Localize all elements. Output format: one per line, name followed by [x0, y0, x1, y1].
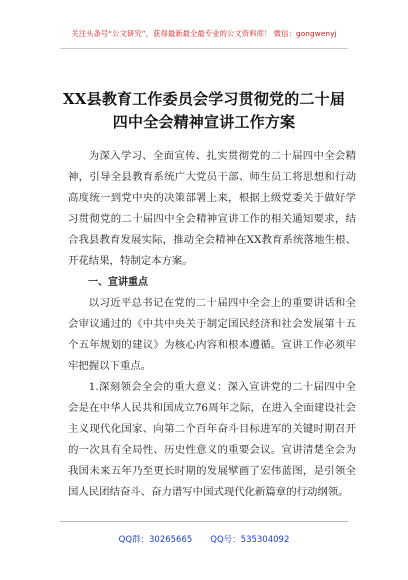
section-heading-1: 一、宣讲重点 [88, 277, 148, 288]
document-title: XX县教育工作委员会学习贯彻党的二十届四中全会精神宣讲工作方案 [62, 90, 346, 131]
footer [0, 533, 408, 545]
intro-paragraph: 为深入学习、全面宣传、扎实贯彻党的二十届四中全会精神，引导全县教育系统广大党员干部、师生员工将思想和行动高度统一到党中央的决策部署上来，根据上级党委关于做好学习贯彻党的二十届四中全会精神宣讲工作的相关通知要求，结合我县教育发展实际，推动全会精神在XX教育系统落地生根、开花结果，特制定本方案。 [68, 150, 356, 267]
qq-number-label: QQ号：535304092 [210, 535, 290, 545]
item-1-paragraph: 1.深刻领会全会的重大意义：深入宣讲党的二十届四中全会是在中华人民共和国成立76周年之际，在进入全面建设社会主义现代化国家、向第二个百年奋斗目标进军的关键时期召开的一次具有全局性、历史性意义的重要会议。宣讲清楚全会为我国未来五年乃至更长时期的发展擘画了宏伟蓝图，是引领全国人民团结奋斗、奋力谱写中国式现代化新篇章的行动纲领。 [68, 381, 356, 498]
header-divider [60, 48, 348, 49]
header-banner: 关注头条号“公文研究”，获得最新最全最专业的公文资料库！ 微信：gongwenyj [71, 29, 337, 38]
section-1-paragraph: 以习近平总书记在党的二十届四中全会上的重要讲话和全会审议通过的《中共中央关于制定国民经济和社会发展第十五个五年规划的建议》为核心内容和根本遵循。宣讲工作必须牢牢把握以下重点。 [68, 297, 356, 372]
document-body [68, 146, 356, 503]
footer-divider [60, 521, 348, 522]
qq-group-label: QQ群：30265665 [118, 535, 193, 545]
